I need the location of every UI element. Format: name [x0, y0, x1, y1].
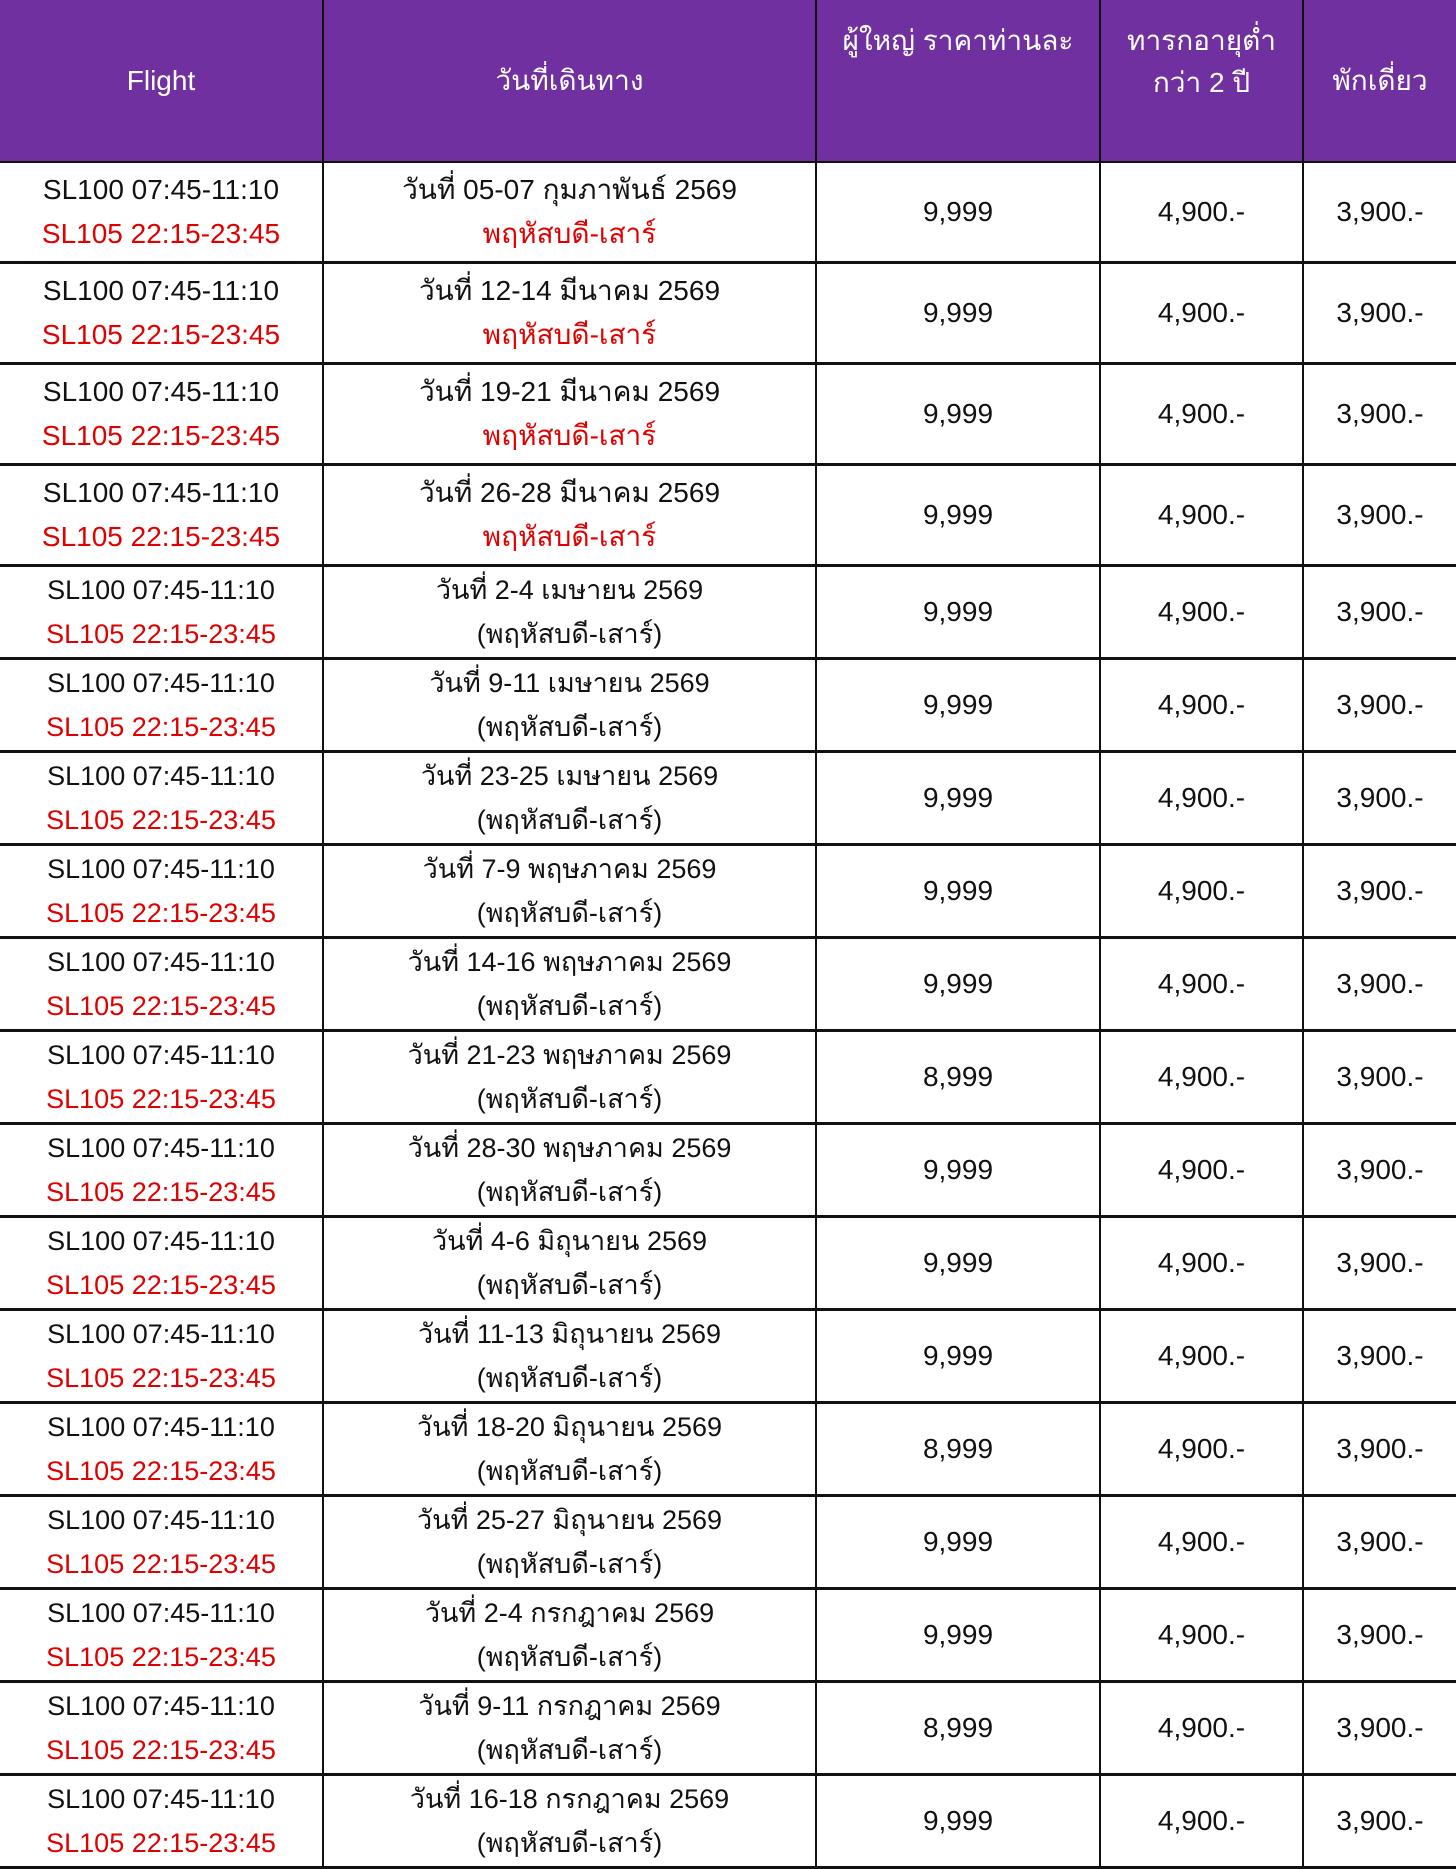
- outbound-flight: SL100 07:45-11:10: [47, 668, 275, 698]
- single-supplement: 3,900.-: [1303, 263, 1456, 364]
- single-supplement: 3,900.-: [1303, 1124, 1456, 1217]
- travel-days: (พฤหัสบดี-เสาร์): [476, 1642, 663, 1672]
- date-cell: [323, 162, 816, 263]
- return-flight: SL105 22:15-23:45: [46, 1735, 276, 1765]
- table-row: [0, 1031, 1456, 1124]
- return-flight: SL105 22:15-23:45: [46, 991, 276, 1021]
- date-cell: [323, 1403, 816, 1496]
- travel-date: วันที่ 16-18 กรกฎาคม 2569: [409, 1784, 730, 1814]
- date-cell: [323, 752, 816, 845]
- header-date: วันที่เดินทาง: [323, 0, 816, 162]
- infant-price: 4,900.-: [1100, 752, 1303, 845]
- outbound-flight: SL100 07:45-11:10: [42, 376, 280, 407]
- flight-cell: [0, 1589, 323, 1682]
- travel-date: วันที่ 9-11 เมษายน 2569: [429, 668, 710, 698]
- adult-price: 9,999: [816, 845, 1100, 938]
- infant-price: 4,900.-: [1100, 1403, 1303, 1496]
- return-flight: SL105 22:15-23:45: [46, 1177, 276, 1207]
- single-supplement: 3,900.-: [1303, 659, 1456, 752]
- adult-price: 9,999: [816, 1775, 1100, 1868]
- travel-date: วันที่ 26-28 มีนาคม 2569: [418, 477, 721, 508]
- single-supplement: 3,900.-: [1303, 364, 1456, 465]
- table-row: [0, 1310, 1456, 1403]
- date-cell: [323, 1310, 816, 1403]
- single-supplement: 3,900.-: [1303, 1403, 1456, 1496]
- adult-price: 9,999: [816, 1217, 1100, 1310]
- infant-price: 4,900.-: [1100, 263, 1303, 364]
- flight-cell: [0, 1403, 323, 1496]
- return-flight: SL105 22:15-23:45: [46, 1084, 276, 1114]
- return-flight: SL105 22:15-23:45: [46, 898, 276, 928]
- infant-price: 4,900.-: [1100, 162, 1303, 263]
- return-flight: SL105 22:15-23:45: [46, 1363, 276, 1393]
- flight-cell: [0, 1496, 323, 1589]
- return-flight: SL105 22:15-23:45: [46, 1828, 276, 1858]
- date-cell: [323, 1589, 816, 1682]
- adult-price: 9,999: [816, 364, 1100, 465]
- return-flight: SL105 22:15-23:45: [46, 1456, 276, 1486]
- flight-cell: [0, 364, 323, 465]
- flight-cell: [0, 263, 323, 364]
- adult-price: 9,999: [816, 1124, 1100, 1217]
- return-flight: SL105 22:15-23:45: [41, 319, 281, 350]
- travel-days: (พฤหัสบดี-เสาร์): [476, 1084, 663, 1114]
- table-row: [0, 845, 1456, 938]
- adult-price: 8,999: [816, 1682, 1100, 1775]
- table-row: [0, 659, 1456, 752]
- outbound-flight: SL100 07:45-11:10: [47, 1505, 275, 1535]
- single-supplement: 3,900.-: [1303, 845, 1456, 938]
- single-supplement: 3,900.-: [1303, 1310, 1456, 1403]
- adult-price: 9,999: [816, 938, 1100, 1031]
- adult-price: 9,999: [816, 1496, 1100, 1589]
- date-cell: [323, 938, 816, 1031]
- travel-days: (พฤหัสบดี-เสาร์): [476, 805, 663, 835]
- travel-date: วันที่ 7-9 พฤษภาคม 2569: [422, 854, 717, 884]
- travel-date: วันที่ 18-20 มิถุนายน 2569: [416, 1412, 723, 1442]
- flight-cell: [0, 1124, 323, 1217]
- outbound-flight: SL100 07:45-11:10: [47, 947, 275, 977]
- date-cell: [323, 1217, 816, 1310]
- infant-price: 4,900.-: [1100, 1124, 1303, 1217]
- travel-date: วันที่ 2-4 เมษายน 2569: [435, 575, 704, 605]
- table-row: [0, 566, 1456, 659]
- date-cell: [323, 1775, 816, 1868]
- adult-price: 9,999: [816, 752, 1100, 845]
- flight-cell: [0, 1217, 323, 1310]
- flight-cell: [0, 1775, 323, 1868]
- single-supplement: 3,900.-: [1303, 566, 1456, 659]
- single-supplement: 3,900.-: [1303, 1775, 1456, 1868]
- flight-cell: [0, 1682, 323, 1775]
- date-cell: [323, 263, 816, 364]
- date-cell: [323, 1496, 816, 1589]
- infant-price: 4,900.-: [1100, 364, 1303, 465]
- outbound-flight: SL100 07:45-11:10: [47, 1226, 275, 1256]
- single-supplement: 3,900.-: [1303, 1589, 1456, 1682]
- infant-price: 4,900.-: [1100, 465, 1303, 566]
- header-infant-price: ทารกอายุต่ำกว่า 2 ปี: [1100, 0, 1303, 162]
- single-supplement: 3,900.-: [1303, 938, 1456, 1031]
- infant-price: 4,900.-: [1100, 938, 1303, 1031]
- table-row: [0, 465, 1456, 566]
- travel-days: (พฤหัสบดี-เสาร์): [476, 1456, 663, 1486]
- table-row: [0, 1403, 1456, 1496]
- flight-cell: [0, 1031, 323, 1124]
- outbound-flight: SL100 07:45-11:10: [47, 1784, 275, 1814]
- table-row: [0, 752, 1456, 845]
- adult-price: 9,999: [816, 1310, 1100, 1403]
- date-cell: [323, 465, 816, 566]
- travel-days: (พฤหัสบดี-เสาร์): [476, 898, 663, 928]
- travel-date: วันที่ 11-13 มิถุนายน 2569: [417, 1319, 722, 1349]
- table-row: [0, 1217, 1456, 1310]
- adult-price: 8,999: [816, 1403, 1100, 1496]
- travel-date: วันที่ 12-14 มีนาคม 2569: [418, 275, 721, 306]
- date-cell: [323, 845, 816, 938]
- return-flight: SL105 22:15-23:45: [46, 805, 276, 835]
- date-cell: [323, 1031, 816, 1124]
- travel-date: วันที่ 21-23 พฤษภาคม 2569: [407, 1040, 732, 1070]
- date-cell: [323, 659, 816, 752]
- outbound-flight: SL100 07:45-11:10: [47, 1598, 275, 1628]
- outbound-flight: SL100 07:45-11:10: [47, 1319, 275, 1349]
- flight-cell: [0, 465, 323, 566]
- table-row: [0, 1124, 1456, 1217]
- date-cell: [323, 1124, 816, 1217]
- outbound-flight: SL100 07:45-11:10: [47, 575, 275, 605]
- flight-cell: [0, 566, 323, 659]
- travel-date: วันที่ 23-25 เมษายน 2569: [420, 761, 719, 791]
- travel-date: วันที่ 4-6 มิถุนายน 2569: [431, 1226, 708, 1256]
- outbound-flight: SL100 07:45-11:10: [47, 1412, 275, 1442]
- infant-price: 4,900.-: [1100, 659, 1303, 752]
- flight-cell: [0, 752, 323, 845]
- table-row: [0, 1682, 1456, 1775]
- travel-days: (พฤหัสบดี-เสาร์): [476, 1549, 663, 1579]
- infant-price: 4,900.-: [1100, 1775, 1303, 1868]
- travel-days: (พฤหัสบดี-เสาร์): [476, 1363, 663, 1393]
- date-cell: [323, 566, 816, 659]
- travel-days: พฤหัสบดี-เสาร์: [482, 218, 657, 249]
- infant-price: 4,900.-: [1100, 1217, 1303, 1310]
- header-flight: Flight: [0, 0, 323, 162]
- travel-date: วันที่ 28-30 พฤษภาคม 2569: [407, 1133, 732, 1163]
- travel-date: วันที่ 05-07 กุมภาพันธ์ 2569: [402, 174, 737, 205]
- return-flight: SL105 22:15-23:45: [46, 1549, 276, 1579]
- infant-price: 4,900.-: [1100, 1496, 1303, 1589]
- table-row: [0, 1589, 1456, 1682]
- travel-days: (พฤหัสบดี-เสาร์): [476, 1828, 663, 1858]
- table-row: [0, 1496, 1456, 1589]
- travel-days: (พฤหัสบดี-เสาร์): [476, 991, 663, 1021]
- travel-days: (พฤหัสบดี-เสาร์): [476, 1270, 663, 1300]
- adult-price: 9,999: [816, 1589, 1100, 1682]
- adult-price: 9,999: [816, 659, 1100, 752]
- header-single-supplement: พักเดี่ยว: [1303, 0, 1456, 162]
- table-row: [0, 1775, 1456, 1868]
- infant-price: 4,900.-: [1100, 566, 1303, 659]
- travel-date: วันที่ 2-4 กรกฎาคม 2569: [424, 1598, 715, 1628]
- travel-days: พฤหัสบดี-เสาร์: [482, 420, 657, 451]
- flight-cell: [0, 938, 323, 1031]
- travel-days: พฤหัสบดี-เสาร์: [482, 319, 657, 350]
- table-row: [0, 364, 1456, 465]
- return-flight: SL105 22:15-23:45: [46, 1642, 276, 1672]
- outbound-flight: SL100 07:45-11:10: [47, 1691, 275, 1721]
- outbound-flight: SL100 07:45-11:10: [47, 1040, 275, 1070]
- travel-date: วันที่ 9-11 กรกฎาคม 2569: [418, 1691, 721, 1721]
- outbound-flight: SL100 07:45-11:10: [47, 761, 275, 791]
- table-row: [0, 263, 1456, 364]
- return-flight: SL105 22:15-23:45: [41, 521, 281, 552]
- outbound-flight: SL100 07:45-11:10: [42, 477, 280, 508]
- infant-price: 4,900.-: [1100, 1682, 1303, 1775]
- adult-price: 9,999: [816, 162, 1100, 263]
- travel-days: (พฤหัสบดี-เสาร์): [476, 1735, 663, 1765]
- table-row: [0, 938, 1456, 1031]
- travel-date: วันที่ 25-27 มิถุนายน 2569: [416, 1505, 723, 1535]
- single-supplement: 3,900.-: [1303, 162, 1456, 263]
- single-supplement: 3,900.-: [1303, 465, 1456, 566]
- return-flight: SL105 22:15-23:45: [41, 218, 281, 249]
- outbound-flight: SL100 07:45-11:10: [42, 275, 280, 306]
- adult-price: 9,999: [816, 566, 1100, 659]
- travel-days: (พฤหัสบดี-เสาร์): [476, 619, 663, 649]
- date-cell: [323, 1682, 816, 1775]
- infant-price: 4,900.-: [1100, 1310, 1303, 1403]
- flight-cell: [0, 845, 323, 938]
- outbound-flight: SL100 07:45-11:10: [47, 854, 275, 884]
- adult-price: 9,999: [816, 465, 1100, 566]
- single-supplement: 3,900.-: [1303, 1217, 1456, 1310]
- adult-price: 8,999: [816, 1031, 1100, 1124]
- travel-days: พฤหัสบดี-เสาร์: [482, 521, 657, 552]
- table-header-row: [0, 0, 1456, 162]
- return-flight: SL105 22:15-23:45: [41, 420, 281, 451]
- outbound-flight: SL100 07:45-11:10: [42, 174, 280, 205]
- travel-date: วันที่ 19-21 มีนาคม 2569: [418, 376, 721, 407]
- header-adult-price: ผู้ใหญ่ ราคาท่านละ: [816, 0, 1100, 162]
- outbound-flight: SL100 07:45-11:10: [47, 1133, 275, 1163]
- travel-days: (พฤหัสบดี-เสาร์): [476, 712, 663, 742]
- flight-cell: [0, 162, 323, 263]
- table-row: [0, 162, 1456, 263]
- infant-price: 4,900.-: [1100, 1589, 1303, 1682]
- single-supplement: 3,900.-: [1303, 1496, 1456, 1589]
- travel-date: วันที่ 14-16 พฤษภาคม 2569: [407, 947, 732, 977]
- single-supplement: 3,900.-: [1303, 1031, 1456, 1124]
- return-flight: SL105 22:15-23:45: [46, 619, 276, 649]
- infant-price: 4,900.-: [1100, 1031, 1303, 1124]
- single-supplement: 3,900.-: [1303, 1682, 1456, 1775]
- adult-price: 9,999: [816, 263, 1100, 364]
- return-flight: SL105 22:15-23:45: [46, 1270, 276, 1300]
- flight-cell: [0, 1310, 323, 1403]
- flight-cell: [0, 659, 323, 752]
- single-supplement: 3,900.-: [1303, 752, 1456, 845]
- date-cell: [323, 364, 816, 465]
- return-flight: SL105 22:15-23:45: [46, 712, 276, 742]
- infant-price: 4,900.-: [1100, 845, 1303, 938]
- travel-days: (พฤหัสบดี-เสาร์): [476, 1177, 663, 1207]
